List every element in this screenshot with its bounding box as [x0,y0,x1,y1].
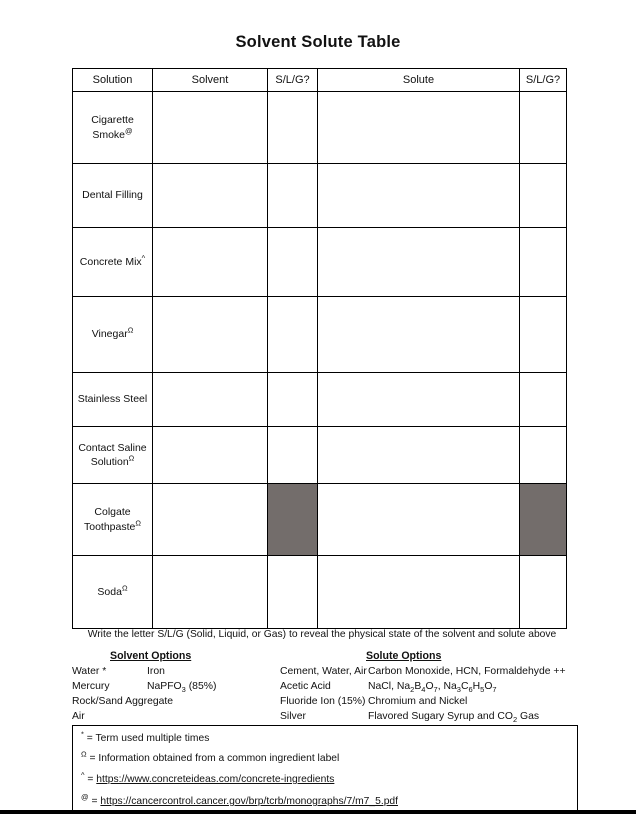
row-label-concrete-mix: Concrete Mix^ [73,228,153,297]
page-title: Solvent Solute Table [235,33,401,51]
cell-slg-solute[interactable] [520,297,567,373]
options-section [72,650,578,726]
cell-solute[interactable] [318,484,520,556]
footnote-marker: Ω [135,518,141,527]
footnote-symbol: ^ [81,770,85,780]
solute-option: Carbon Monoxide, HCN, Formaldehyde ++ [368,666,566,677]
cell-solute[interactable] [318,228,520,297]
column-header-solvent: Solvent [153,69,268,92]
footnote-marker: ^ [141,253,146,263]
table-header-row [73,69,567,92]
cell-solvent[interactable] [153,427,268,484]
row-label-contact-saline-solution: Contact Saline Solution$^\Omega$ [73,427,153,484]
cell-solvent[interactable] [153,92,268,164]
column-header-solution: Solution [73,69,153,92]
solute-source-option: Acetic Acid [280,681,331,692]
footnote-symbol: Ω [81,749,87,759]
cell-solvent[interactable] [153,164,268,228]
cell-slg-solute[interactable] [520,556,567,629]
footnote-marker: Ω [127,325,134,335]
row-label-stainless-steel: Stainless Steel [73,373,153,427]
cell-slg-solute[interactable] [520,164,567,228]
footnote-marker: Ω [128,453,135,463]
cell-solute[interactable] [318,427,520,484]
footnote-symbol: * [81,729,84,739]
table-row [73,556,567,629]
column-header-solute: Solute [318,69,520,92]
cell-slg-solvent[interactable] [268,164,318,228]
cell-solute[interactable] [318,92,520,164]
cell-slg-solvent[interactable] [268,92,318,164]
cell-solvent[interactable] [153,556,268,629]
solvent-option: Iron [147,666,165,677]
cell-slg-solute[interactable] [520,427,567,484]
footnote-line: * = Term used multiple times [81,729,210,744]
footnote-link[interactable]: https://www.concreteideas.com/concrete-ingredients [96,774,335,785]
solvent-solute-table [72,68,567,629]
cell-slg-solvent-blocked [268,484,318,556]
cell-slg-solvent[interactable] [268,297,318,373]
footnote-box [72,725,578,814]
cell-slg-solute[interactable] [520,373,567,427]
cell-slg-solute[interactable] [520,92,567,164]
cell-slg-solvent[interactable] [268,427,318,484]
cell-solvent[interactable] [153,228,268,297]
table-row [73,228,567,297]
footnote-line: $^\Omega$ = Information obtained from a common ingredient label [81,749,340,764]
cell-solvent[interactable] [153,373,268,427]
column-header-slg-solute: S/L/G? [520,69,567,92]
footnote-line: @ = https://cancercontrol.cancer.gov/brp/tcrb/monographs/7/m7_5.pdf [81,792,399,807]
table-row [73,92,567,164]
cell-solute[interactable] [318,297,520,373]
options-row [72,666,578,681]
footnote-marker: @ [125,126,133,135]
solvent-options-heading: Solvent Options [110,650,192,662]
row-label-soda: Soda$^\Omega$ [73,556,153,629]
table-row [73,373,567,427]
table-body [73,92,567,629]
solvent-option: NaPFO$_3$ (85%) [147,681,217,695]
cell-solvent[interactable] [153,297,268,373]
solute-option: NaCl, $Na_2B_4O_7$, $Na_3C_6H_5O_7$ [368,681,497,695]
table-row [73,484,567,556]
footnote-link[interactable]: https://cancercontrol.cancer.gov/brp/tcrb/monographs/7/m7_5.pdf [100,796,399,807]
cell-slg-solvent[interactable] [268,556,318,629]
table-row [73,164,567,228]
solute-option: Chromium and Nickel [368,696,468,707]
cell-slg-solvent[interactable] [268,228,318,297]
options-grid [72,666,578,726]
options-row [72,681,578,696]
table-row [73,427,567,484]
solvent-option: Air [72,711,85,722]
solute-option: Flavored Sugary Syrup and $CO_2$ Gas [368,711,540,725]
column-header-slg-solvent: S/L/G? [268,69,318,92]
solvent-option: Water * [72,666,107,677]
footnote-marker: Ω [121,583,128,593]
cell-slg-solvent[interactable] [268,373,318,427]
cell-solute[interactable] [318,556,520,629]
row-label-colgate-toothpaste: Colgate Toothpaste$^\Omega$ [73,484,153,556]
cell-solute[interactable] [318,164,520,228]
row-label-vinegar: Vinegar$^\Omega$ [73,297,153,373]
solute-source-option: Fluoride Ion (15%) [280,696,366,707]
footnote-line: ^ = https://www.concreteideas.com/concrete-ingredients [81,770,335,785]
solvent-option: Rock/Sand Aggregate [72,696,174,707]
page-bottom-edge [0,810,636,814]
row-label-dental-filling: Dental Filling [73,164,153,228]
table-header [73,69,567,92]
options-row [72,696,578,711]
options-row [72,711,578,726]
table-row [73,297,567,373]
instruction-text: Write the letter S/L/G (Solid, Liquid, or Gas) to reveal the physical state of the solvent and solute above [87,629,557,640]
solute-options-heading: Solute Options [366,650,442,662]
cell-solvent[interactable] [153,484,268,556]
solvent-option: Mercury [72,681,110,692]
footnote-symbol: @ [81,792,89,802]
solute-source-option: Cement, Water, Air [280,666,367,677]
solute-source-option: Silver [280,711,306,722]
cell-slg-solute-blocked [520,484,567,556]
row-label-cigarette-smoke: Cigarette Smoke@ [73,92,153,164]
cell-slg-solute[interactable] [520,228,567,297]
cell-solute[interactable] [318,373,520,427]
options-headings [72,650,578,665]
